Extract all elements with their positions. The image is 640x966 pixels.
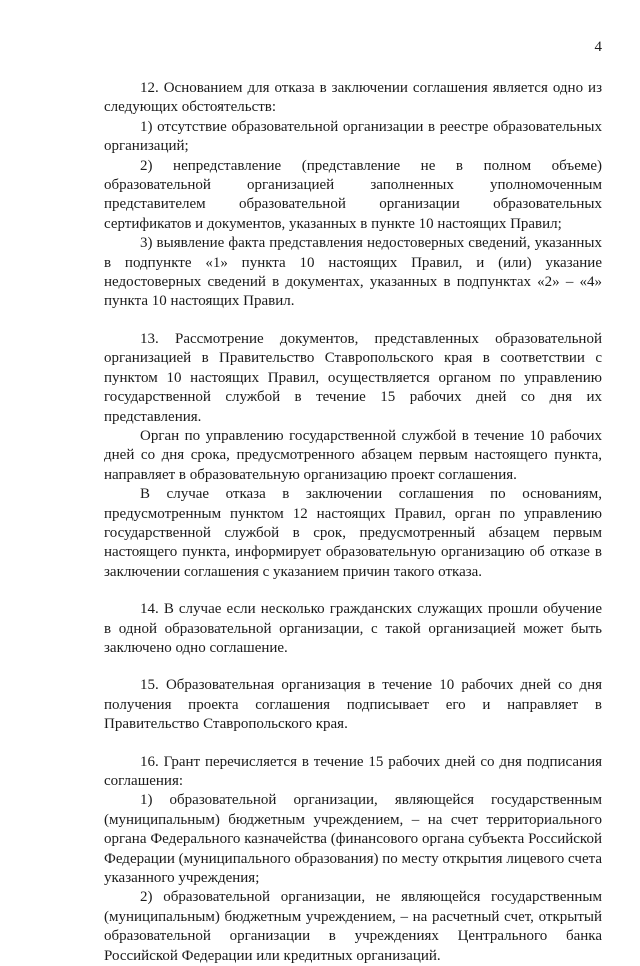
paragraph-13: 13. Рассмотрение документов, представленных образовательной организацией в Правительство Ставропольского края в соответствии с пунктом 10 настоящих Правил, осуществляется органом по управлению государственной службой в течение 15 рабочих дней со дня их представления. (104, 330, 602, 425)
paragraph-14: 14. В случае если несколько гражданских служащих прошли обучение в одной образовательной организации, с такой организацией может быть заключено одно соглашение. (104, 601, 602, 656)
paragraph-16: 16. Грант перечисляется в течение 15 рабочих дней со дня подписания соглашения: (104, 753, 602, 789)
page-number: 4 (594, 39, 602, 55)
paragraph-12-item-3: 3) выявление факта представления недостоверных сведений, указанных в подпункте «1» пункта 10 настоящих Правил, и (или) указание недостоверных сведений в документах, указанных в подпунктах «2» – «4» пункта 10 настоящих Правил. (104, 235, 602, 310)
document-body (104, 79, 602, 966)
paragraph-16-item-2: 2) образовательной организации, не являющейся государственным (муниципальным) бюджетным учреждением, – на расчетный счет, открытый образовательной организации в учреждениях Центрального банка Российской Федерации или кредитных организаций. (104, 889, 602, 964)
paragraph-15: 15. Образовательная организация в течение 10 рабочих дней со дня получения проекта соглашения подписывает его и направляет в Правительство Ставропольского края. (104, 677, 602, 733)
paragraph-16-item-1: 1) образовательной организации, являющейся государственным (муниципальным) бюджетным учреждением, – на счет территориального органа Федерального казначейства (финансового органа субъекта Российской Федерации (муниципального образования) по месту открытия лицевого счета указанного учреждения; (104, 792, 602, 887)
paragraph-12: 12. Основанием для отказа в заключении соглашения является одно из следующих обстоятельств: (104, 80, 602, 116)
paragraph-12-item-1: 1) отсутствие образовательной организации в реестре образовательных организаций; (104, 118, 602, 155)
paragraph-13-part-3: В случае отказа в заключении соглашения по основаниям, предусмотренным пунктом 12 настоящих Правил, орган по управлению государственной службой в срок, предусмотренный абзацем первым настоящего пункта, информирует образовательную организацию об отказе в заключении соглашения с указанием причин такого отказа. (104, 486, 602, 580)
paragraph-13-part-2: Орган по управлению государственной службой в течение 10 рабочих дней со дня срока, предусмотренного абзацем первым настоящего пункта, направляет в образовательную организацию проект соглашения. (104, 427, 602, 483)
paragraph-12-item-2: 2) непредставление (представление не в полном объеме) образовательной организацией заполненных уполномоченным представителем образовательной организации образовательных сертификатов и документов, указанных в пункте 10 настоящих Правил; (104, 157, 602, 232)
